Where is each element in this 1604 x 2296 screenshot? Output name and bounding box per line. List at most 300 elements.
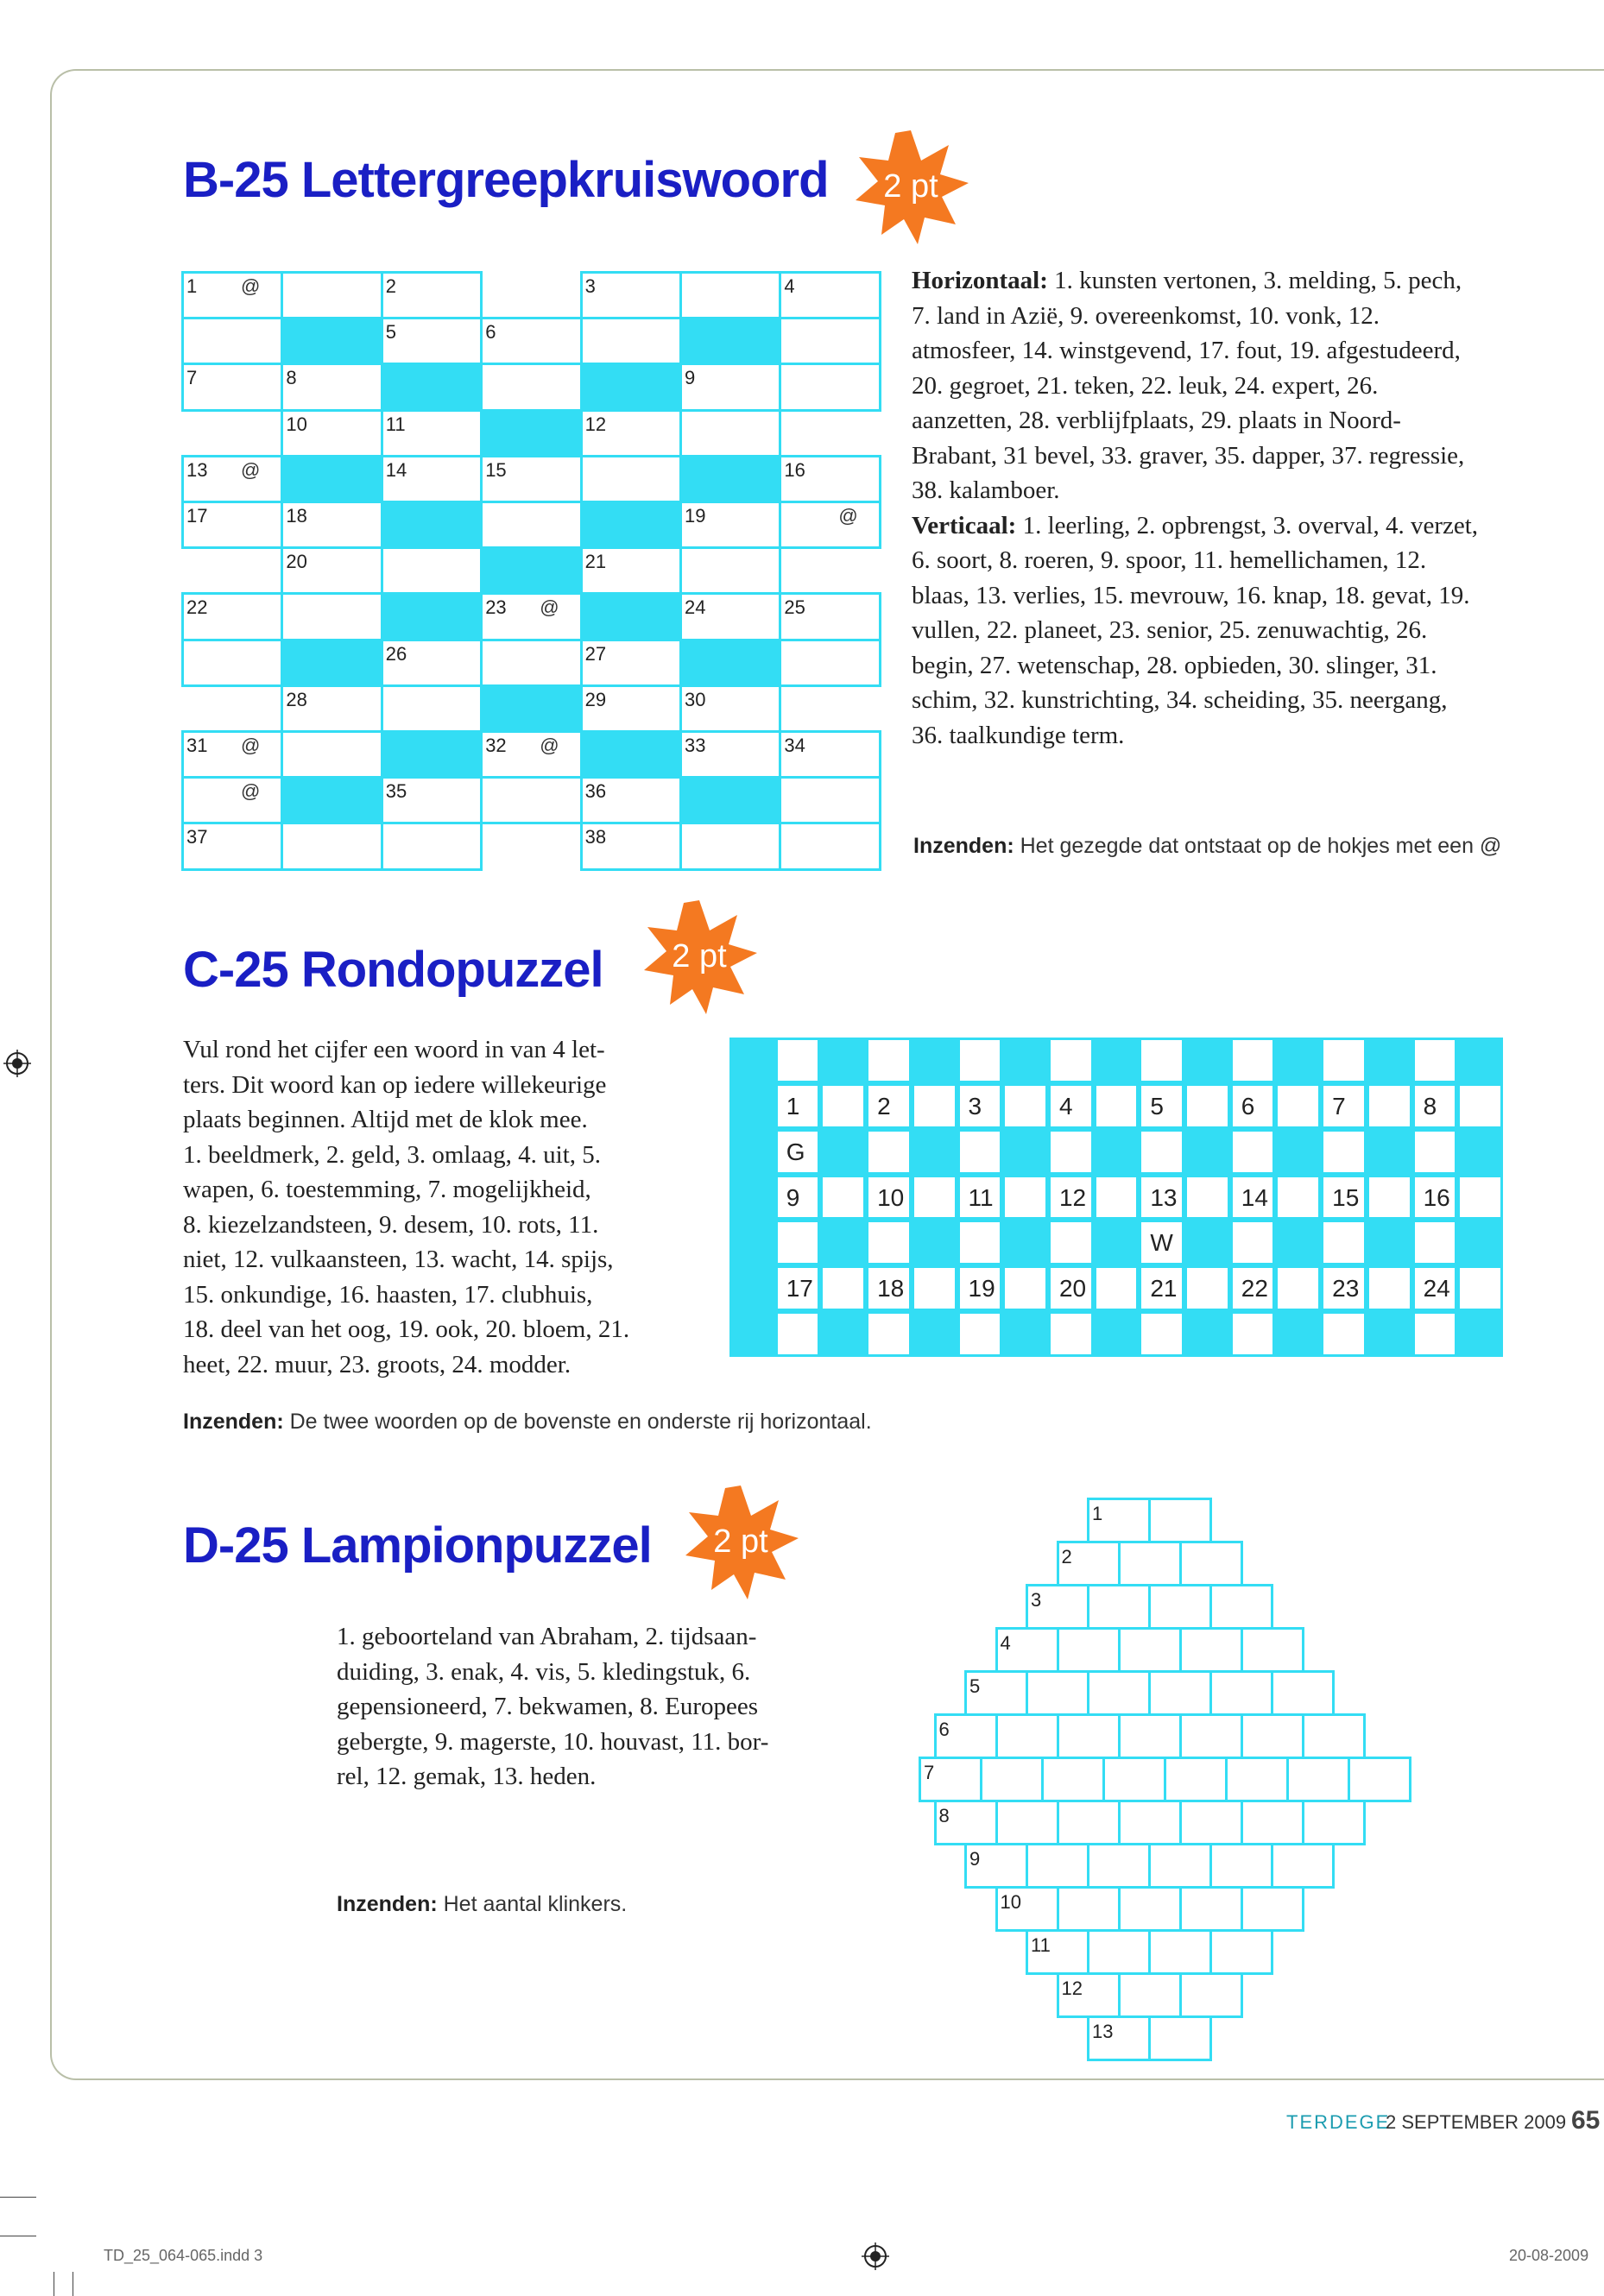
rondo-cell[interactable] xyxy=(1415,1086,1456,1126)
lampion-cell[interactable] xyxy=(1271,1843,1335,1889)
crossword-cell[interactable] xyxy=(181,317,283,365)
crossword-cell[interactable] xyxy=(381,822,483,870)
cell-number: 9 xyxy=(969,1848,981,1870)
crossword-filled-cell xyxy=(580,363,682,411)
rondo-cell[interactable] xyxy=(1369,1177,1410,1218)
b25-down-text: 1. leerling, 2. opbrengst, 3. overval, 4. verzet, 6. soort, 8. roeren, 9. spoor, 11. hemellichamen, 12. blaas, 13. verlies, 15. mevrouw, 16. knap, 18. gevat, 19. vullen, 22. planeet, 23. senior, 25. zenuwachtig, 26. begin, 27. wetenschap, 28. opbieden, 30. slinger, 31. schim, 32. kunstrichting, 34. scheiding, 35. neergang, 36. taalkundige term. xyxy=(912,511,1479,749)
cell-number: 15 xyxy=(485,458,507,481)
rondo-cell[interactable] xyxy=(1141,1268,1182,1309)
cell-number: 34 xyxy=(784,735,805,756)
b25-crossword-grid xyxy=(181,271,879,868)
cell-number: 17 xyxy=(186,505,208,527)
lampion-cell[interactable] xyxy=(1118,1627,1182,1673)
rondo-cell[interactable] xyxy=(1415,1314,1456,1354)
lampion-cell[interactable] xyxy=(995,1627,1059,1673)
crossword-filled-cell xyxy=(381,730,483,779)
crossword-filled-cell xyxy=(381,592,483,640)
lampion-cell[interactable] xyxy=(1148,1584,1212,1630)
lampion-cell[interactable] xyxy=(1118,1800,1182,1845)
lampion-cell[interactable] xyxy=(1286,1757,1350,1802)
crossword-cell[interactable] xyxy=(381,455,483,503)
lampion-cell[interactable] xyxy=(1302,1800,1366,1845)
lampion-cell[interactable] xyxy=(1225,1757,1289,1802)
rondo-label: G xyxy=(786,1138,805,1165)
crossword-cell[interactable] xyxy=(580,271,682,319)
lampion-cell[interactable] xyxy=(1348,1757,1411,1802)
lampion-cell[interactable] xyxy=(934,1800,998,1845)
d25-clue-line: duiding, 3. enak, 4. vis, 5. kledingstuk, 6. xyxy=(337,1657,751,1686)
crossword-cell[interactable] xyxy=(580,409,682,457)
lampion-cell[interactable] xyxy=(1241,1627,1304,1673)
rondo-cell[interactable] xyxy=(1051,1132,1091,1172)
rondo-cell[interactable] xyxy=(1369,1268,1410,1309)
c25-submit xyxy=(183,1410,872,1435)
crossword-cell[interactable] xyxy=(281,684,382,733)
rondo-label: W xyxy=(1150,1229,1173,1257)
rondo-label: 11 xyxy=(968,1183,994,1211)
lampion-cell[interactable] xyxy=(1179,1886,1243,1932)
lampion-cell[interactable] xyxy=(1148,1843,1212,1889)
crossword-cell[interactable] xyxy=(480,639,582,687)
rondo-cell[interactable] xyxy=(960,1086,1001,1126)
rondo-cell[interactable] xyxy=(778,1132,818,1172)
cell-number: 8 xyxy=(938,1805,950,1826)
c25-clue-line: 18. deel van het oog, 19. ook, 20. bloem, 21. xyxy=(183,1315,630,1343)
c25-clue-line: niet, 12. vulkaansteen, 13. wacht, 14. spijs, xyxy=(183,1246,614,1273)
rondo-cell[interactable] xyxy=(960,1314,1001,1354)
lampion-cell[interactable] xyxy=(1148,1670,1212,1716)
crossword-cell[interactable] xyxy=(679,592,781,640)
crossword-filled-cell xyxy=(281,455,382,503)
d25-clues xyxy=(337,1619,837,1795)
rondo-cell[interactable] xyxy=(960,1177,1001,1218)
rondo-cell[interactable] xyxy=(1278,1086,1318,1126)
crossword-cell[interactable] xyxy=(679,822,781,870)
rondo-cell[interactable] xyxy=(1051,1040,1091,1081)
lampion-cell[interactable] xyxy=(1118,1713,1182,1759)
cell-number: 11 xyxy=(385,413,406,435)
crossword-filled-cell xyxy=(580,501,682,549)
lampion-cell[interactable] xyxy=(1087,1670,1151,1716)
registration-mark-icon xyxy=(3,1050,31,1082)
crossword-cell[interactable] xyxy=(281,409,382,457)
d25-submit xyxy=(337,1892,627,1917)
cell-number: 10 xyxy=(1000,1891,1021,1913)
rondo-cell[interactable] xyxy=(1051,1314,1091,1354)
lampion-cell[interactable] xyxy=(1026,1584,1089,1630)
cell-number: 5 xyxy=(969,1675,981,1697)
lampion-cell[interactable] xyxy=(995,1800,1059,1845)
cell-number: 2 xyxy=(1061,1546,1072,1567)
crossword-cell[interactable] xyxy=(679,684,781,733)
rondo-cell[interactable] xyxy=(914,1177,955,1218)
crossword-cell[interactable] xyxy=(679,271,781,319)
lampion-cell[interactable] xyxy=(1209,1843,1273,1889)
lampion-cell[interactable] xyxy=(1179,1972,1243,2018)
cell-number: 20 xyxy=(286,551,307,573)
rondo-cell[interactable] xyxy=(1051,1177,1091,1218)
crossword-cell[interactable] xyxy=(181,592,283,640)
lampion-cell[interactable] xyxy=(1118,1972,1182,2018)
crossword-cell[interactable] xyxy=(281,822,382,870)
rondo-cell[interactable] xyxy=(1323,1040,1364,1081)
cell-number: 24 xyxy=(685,596,706,619)
cell-number: 27 xyxy=(584,642,607,665)
d25-submit-text: Het aantal klinkers. xyxy=(437,1892,628,1916)
c25-clue-line: heet, 22. muur, 23. groots, 24. modder. xyxy=(183,1350,572,1378)
cell-number: 16 xyxy=(784,458,805,481)
rondo-cell[interactable] xyxy=(778,1177,818,1218)
lampion-cell[interactable] xyxy=(1209,1670,1273,1716)
rondo-cell[interactable] xyxy=(1369,1086,1410,1126)
cell-number: 29 xyxy=(584,688,607,710)
file-name: TD_25_064-065.indd 3 xyxy=(104,2247,263,2264)
lampion-cell[interactable] xyxy=(1179,1541,1243,1586)
crossword-cell[interactable] xyxy=(679,363,781,411)
lampion-cell[interactable] xyxy=(1057,1972,1121,2018)
c25-points-badge xyxy=(639,896,760,1017)
crossword-cell[interactable] xyxy=(181,455,283,503)
rondo-cell[interactable] xyxy=(868,1040,909,1081)
rondo-cell[interactable] xyxy=(1323,1086,1364,1126)
cell-number: 4 xyxy=(1000,1632,1011,1654)
lampion-cell[interactable] xyxy=(1026,1670,1089,1716)
crossword-cell[interactable] xyxy=(779,363,881,411)
crossword-cell[interactable] xyxy=(679,409,781,457)
lampion-cell[interactable] xyxy=(1118,1886,1182,1932)
crossword-cell[interactable] xyxy=(779,501,881,549)
lampion-cell[interactable] xyxy=(964,1843,1028,1889)
rondo-cell[interactable] xyxy=(1051,1086,1091,1126)
rondo-cell[interactable] xyxy=(1051,1268,1091,1309)
cell-number: 8 xyxy=(286,367,297,389)
crossword-cell[interactable] xyxy=(779,592,881,640)
lampion-cell[interactable] xyxy=(980,1757,1044,1802)
rondo-cell[interactable] xyxy=(778,1040,818,1081)
crossword-cell[interactable] xyxy=(480,455,582,503)
crossword-cell[interactable] xyxy=(281,592,382,640)
rondo-cell[interactable] xyxy=(823,1268,863,1309)
cell-number: 31 xyxy=(186,735,208,756)
lampion-cell[interactable] xyxy=(1302,1713,1366,1759)
crossword-filled-cell xyxy=(580,730,682,779)
crossword-cell[interactable] xyxy=(779,639,881,687)
rondo-cell[interactable] xyxy=(960,1222,1001,1263)
crossword-cell[interactable] xyxy=(181,271,283,319)
crossword-cell[interactable] xyxy=(580,822,682,870)
rondo-cell[interactable] xyxy=(960,1268,1001,1309)
rondo-label: 4 xyxy=(1058,1092,1073,1120)
lampion-cell[interactable] xyxy=(1041,1757,1105,1802)
lampion-cell[interactable] xyxy=(1209,1929,1273,1975)
rondo-cell[interactable] xyxy=(1415,1132,1456,1172)
rondo-label: 5 xyxy=(1150,1092,1164,1120)
rondo-cell[interactable] xyxy=(1278,1177,1318,1218)
lampion-cell[interactable] xyxy=(1241,1886,1304,1932)
cell-number: 23 xyxy=(485,596,507,619)
lampion-cell[interactable] xyxy=(1148,2015,1212,2061)
rondo-cell[interactable] xyxy=(868,1177,909,1218)
lampion-cell[interactable] xyxy=(1164,1757,1228,1802)
lampion-cell[interactable] xyxy=(1057,1713,1121,1759)
lampion-cell[interactable] xyxy=(1148,1498,1212,1543)
d25-clue-line: rel, 12. gemak, 13. heden. xyxy=(337,1763,597,1790)
rondo-cell[interactable] xyxy=(1233,1040,1273,1081)
rondo-cell[interactable] xyxy=(868,1222,909,1263)
b25-submit xyxy=(913,834,1501,859)
rondo-label: 19 xyxy=(968,1275,995,1303)
rondo-cell[interactable] xyxy=(868,1268,909,1309)
crossword-cell[interactable] xyxy=(779,271,881,319)
b25-submit-text: Het gezegde dat ontstaat op de hokjes met een @ xyxy=(1014,834,1502,858)
rondo-cell[interactable] xyxy=(1141,1314,1182,1354)
rondo-cell[interactable] xyxy=(1460,1177,1500,1218)
c25-submit-label: Inzenden: xyxy=(183,1410,284,1434)
rondo-label: 12 xyxy=(1058,1183,1087,1211)
b25-across-text: 1. kunsten vertonen, 3. melding, 5. pech, 7. land in Azië, 9. overeenkomst, 10. vonk, 12. atmosfeer, 14. winstgevend, 17. fout, 19. afgestudeerd, 20. gegroet, 21. teken, 22. leuk, 24. expert, 26. aanzetten, 28. verblijfplaats, 29. plaats in Noord-Brabant, 31 bevel, 33. graver, 35. dapper, 37. regressie, 38. kalamboer. xyxy=(912,267,1465,504)
crossword-cell[interactable] xyxy=(281,501,382,549)
crossword-cell[interactable] xyxy=(679,501,781,549)
rondo-cell[interactable] xyxy=(1096,1268,1137,1309)
lampion-cell[interactable] xyxy=(995,1713,1059,1759)
rondo-cell[interactable] xyxy=(823,1086,863,1126)
crossword-cell[interactable] xyxy=(779,776,881,824)
c25-clue-line: 8. kiezelzandsteen, 9. desem, 10. rots, 11. xyxy=(183,1210,599,1239)
rondo-cell[interactable] xyxy=(778,1086,818,1126)
crossword-cell[interactable] xyxy=(580,455,682,503)
cell-number: 1 xyxy=(1092,1503,1103,1524)
rondo-cell[interactable] xyxy=(1415,1222,1456,1263)
lampion-cell[interactable] xyxy=(1209,1584,1273,1630)
cell-number: 1 xyxy=(186,275,198,297)
crossword-cell[interactable] xyxy=(480,730,582,779)
lampion-cell[interactable] xyxy=(1057,1800,1121,1845)
lampion-cell[interactable] xyxy=(1148,1929,1212,1975)
crossword-filled-cell xyxy=(679,776,781,824)
rondo-label: 6 xyxy=(1241,1092,1255,1120)
lampion-cell[interactable] xyxy=(1179,1627,1243,1673)
cell-number: 3 xyxy=(584,275,596,297)
rondo-cell[interactable] xyxy=(1415,1040,1456,1081)
rondo-label: 17 xyxy=(786,1275,813,1303)
rondo-cell[interactable] xyxy=(1141,1132,1182,1172)
rondo-cell[interactable] xyxy=(1323,1314,1364,1354)
crossword-cell[interactable] xyxy=(181,776,283,824)
crossword-cell[interactable] xyxy=(181,363,283,411)
crossword-cell[interactable] xyxy=(480,501,582,549)
cell-number: 10 xyxy=(286,413,307,435)
c25-clue-line: Vul rond het cijfer een woord in van 4 let- xyxy=(183,1036,605,1063)
rondo-label: 13 xyxy=(1150,1183,1178,1211)
b25-down-clues xyxy=(912,508,1481,754)
rondo-cell[interactable] xyxy=(1323,1132,1364,1172)
rondo-cell[interactable] xyxy=(1141,1086,1182,1126)
crossword-filled-cell xyxy=(679,455,781,503)
crossword-cell[interactable] xyxy=(580,776,682,824)
crossword-cell[interactable] xyxy=(580,639,682,687)
registration-mark-icon xyxy=(862,2242,889,2274)
rondo-cell[interactable] xyxy=(778,1268,818,1309)
crossword-filled-cell xyxy=(281,317,382,365)
crossword-filled-cell xyxy=(381,501,483,549)
rondo-cell[interactable] xyxy=(1141,1177,1182,1218)
rondo-cell[interactable] xyxy=(1460,1086,1500,1126)
rondo-cell[interactable] xyxy=(1323,1268,1364,1309)
crossword-cell[interactable] xyxy=(779,730,881,779)
cell-number: 13 xyxy=(186,458,208,481)
lampion-cell[interactable] xyxy=(1087,1929,1151,1975)
lampion-cell[interactable] xyxy=(1241,1713,1304,1759)
lampion-cell[interactable] xyxy=(934,1713,998,1759)
c25-rondo-grid xyxy=(729,1038,1503,1357)
lampion-cell[interactable] xyxy=(1087,2015,1151,2061)
lampion-cell[interactable] xyxy=(1241,1800,1304,1845)
rondo-cell[interactable] xyxy=(1415,1177,1456,1218)
rondo-cell[interactable] xyxy=(1051,1222,1091,1263)
crossword-cell[interactable] xyxy=(480,592,582,640)
crossword-cell[interactable] xyxy=(381,684,483,733)
rondo-cell[interactable] xyxy=(1233,1314,1273,1354)
lampion-cell[interactable] xyxy=(1026,1929,1089,1975)
rondo-cell[interactable] xyxy=(1187,1086,1228,1126)
crossword-cell[interactable] xyxy=(181,730,283,779)
rondo-cell[interactable] xyxy=(1187,1268,1228,1309)
lampion-cell[interactable] xyxy=(1057,1886,1121,1932)
rondo-cell[interactable] xyxy=(1187,1177,1228,1218)
cell-number: 30 xyxy=(685,688,706,710)
page-number: 65 xyxy=(1571,2106,1601,2135)
crossword-filled-cell xyxy=(281,776,382,824)
crossword-cell[interactable] xyxy=(480,317,582,365)
d25-clue-line: gepensioneerd, 7. bekwamen, 8. Europees xyxy=(337,1693,759,1720)
cell-number: 22 xyxy=(186,596,208,619)
b25-points: 2 pt xyxy=(883,168,938,205)
lampion-cell[interactable] xyxy=(919,1757,982,1802)
rondo-label: 8 xyxy=(1423,1092,1437,1120)
d25-points: 2 pt xyxy=(713,1523,768,1560)
crossword-cell[interactable] xyxy=(381,409,483,457)
rondo-cell[interactable] xyxy=(1233,1222,1273,1263)
crossword-filled-cell xyxy=(480,409,582,457)
rondo-cell[interactable] xyxy=(778,1314,818,1354)
crossword-cell[interactable] xyxy=(679,546,781,595)
crossword-cell[interactable] xyxy=(381,639,483,687)
rondo-label: 9 xyxy=(786,1183,800,1211)
b25-title: B-25 Lettergreepkruiswoord xyxy=(183,152,829,208)
rondo-cell[interactable] xyxy=(1233,1132,1273,1172)
crossword-filled-cell xyxy=(480,546,582,595)
rondo-label: 20 xyxy=(1058,1275,1087,1303)
rondo-cell[interactable] xyxy=(778,1222,818,1263)
b25-across-clues xyxy=(912,263,1481,508)
lampion-cell[interactable] xyxy=(1102,1757,1166,1802)
rondo-cell[interactable] xyxy=(868,1086,909,1126)
cell-number: 28 xyxy=(286,688,307,710)
crossword-cell[interactable] xyxy=(281,363,382,411)
cell-number: 4 xyxy=(784,275,795,297)
cell-number: 11 xyxy=(1031,1934,1051,1956)
at-marker: @ xyxy=(838,505,858,527)
rondo-cell[interactable] xyxy=(1278,1268,1318,1309)
lampion-cell[interactable] xyxy=(964,1670,1028,1716)
lampion-cell[interactable] xyxy=(1087,1584,1151,1630)
crossword-cell[interactable] xyxy=(580,684,682,733)
rondo-cell[interactable] xyxy=(960,1132,1001,1172)
lampion-cell[interactable] xyxy=(1118,1541,1182,1586)
rondo-cell[interactable] xyxy=(1460,1268,1500,1309)
cell-number: 35 xyxy=(385,780,407,803)
crossword-cell[interactable] xyxy=(181,501,283,549)
lampion-cell[interactable] xyxy=(1271,1670,1335,1716)
rondo-label: 3 xyxy=(968,1092,982,1120)
rondo-cell[interactable] xyxy=(1233,1268,1273,1309)
crossword-cell[interactable] xyxy=(580,546,682,595)
rondo-cell[interactable] xyxy=(960,1040,1001,1081)
lampion-cell[interactable] xyxy=(1179,1800,1243,1845)
rondo-cell[interactable] xyxy=(1005,1177,1045,1218)
crossword-cell[interactable] xyxy=(580,317,682,365)
rondo-cell[interactable] xyxy=(914,1086,955,1126)
crossword-cell[interactable] xyxy=(281,546,382,595)
rondo-cell[interactable] xyxy=(823,1177,863,1218)
crossword-cell[interactable] xyxy=(281,730,382,779)
rondo-label: 7 xyxy=(1332,1092,1346,1120)
c25-clue-line: 15. onkundige, 16. haasten, 17. clubhuis, xyxy=(183,1280,593,1309)
crossword-cell[interactable] xyxy=(779,455,881,503)
crossword-cell[interactable] xyxy=(381,317,483,365)
crossword-cell[interactable] xyxy=(181,639,283,687)
crossword-cell[interactable] xyxy=(480,776,582,824)
crossword-cell[interactable] xyxy=(779,317,881,365)
lampion-cell[interactable] xyxy=(995,1886,1059,1932)
crossword-cell[interactable] xyxy=(281,271,382,319)
crossword-cell[interactable] xyxy=(381,271,483,319)
rondo-cell[interactable] xyxy=(1323,1177,1364,1218)
rondo-cell[interactable] xyxy=(1233,1086,1273,1126)
crossword-cell[interactable] xyxy=(679,730,781,779)
rondo-cell[interactable] xyxy=(1141,1222,1182,1263)
crossword-cell[interactable] xyxy=(181,822,283,870)
at-marker: @ xyxy=(241,735,261,756)
rondo-cell[interactable] xyxy=(1233,1177,1273,1218)
rondo-cell[interactable] xyxy=(1323,1222,1364,1263)
crossword-cell[interactable] xyxy=(779,822,881,870)
rondo-cell[interactable] xyxy=(1005,1086,1045,1126)
crossword-cell[interactable] xyxy=(381,546,483,595)
lampion-cell[interactable] xyxy=(1026,1843,1089,1889)
lampion-cell[interactable] xyxy=(1179,1713,1243,1759)
rondo-cell[interactable] xyxy=(914,1268,955,1309)
rondo-cell[interactable] xyxy=(1141,1040,1182,1081)
cell-number: 12 xyxy=(584,413,607,435)
lampion-cell[interactable] xyxy=(1057,1627,1121,1673)
rondo-cell[interactable] xyxy=(868,1132,909,1172)
rondo-cell[interactable] xyxy=(1005,1268,1045,1309)
rondo-label: 15 xyxy=(1332,1183,1360,1211)
b25-down-label: Verticaal: xyxy=(912,511,1017,539)
lampion-cell[interactable] xyxy=(1087,1843,1151,1889)
lampion-cell[interactable] xyxy=(1057,1541,1121,1586)
lampion-cell[interactable] xyxy=(1087,1498,1151,1543)
cell-number: 5 xyxy=(385,321,397,344)
rondo-cell[interactable] xyxy=(1096,1086,1137,1126)
rondo-cell[interactable] xyxy=(1096,1177,1137,1218)
c25-clue-line: wapen, 6. toestemming, 7. mogelijkheid, xyxy=(183,1176,591,1203)
crossword-cell[interactable] xyxy=(480,363,582,411)
rondo-cell[interactable] xyxy=(1415,1268,1456,1309)
rondo-cell[interactable] xyxy=(868,1314,909,1354)
crossword-cell[interactable] xyxy=(381,776,483,824)
